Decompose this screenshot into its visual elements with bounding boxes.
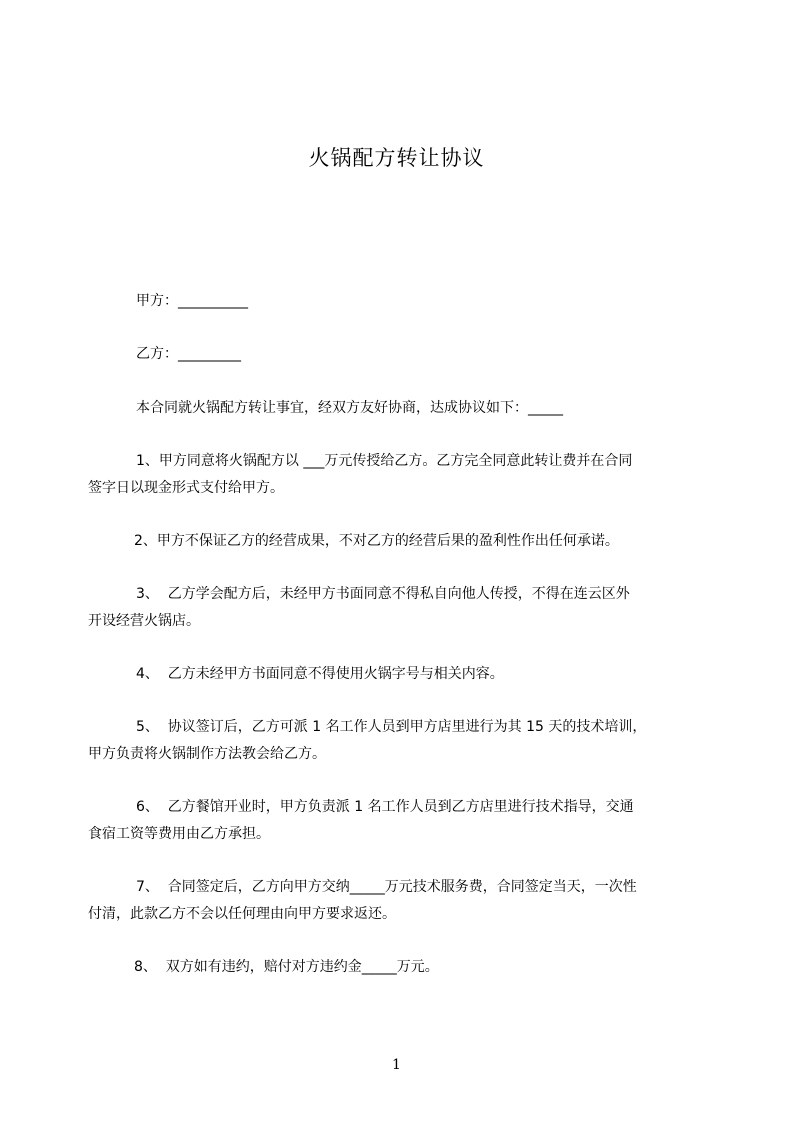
document-title: 火锅配方转让协议	[308, 146, 485, 170]
clause-6-line-2: 食宿工资等费用由乙方承担。	[88, 826, 270, 842]
clause-8-line-1: 8、 双方如有违约，赔付对方违约金_____万元。	[134, 959, 439, 975]
clause-7-line-1: 7、 合同签定后，乙方向甲方交纳_____万元技术服务费，合同签定当天，一次性	[136, 879, 637, 895]
clause-1-line-2: 签字日以现金形式支付给甲方。	[88, 480, 284, 496]
clause-6-line-1: 6、 乙方餐馆开业时，甲方负责派 1 名工作人员到乙方店里进行技术指导，交通	[136, 799, 634, 815]
party-a-line: 甲方：__________	[136, 293, 248, 309]
clause-1-line-1: 1、甲方同意将火锅配方以 ___万元传授给乙方。乙方完全同意此转让费并在合同	[136, 453, 633, 469]
clause-2-line-1: 2、甲方不保证乙方的经营成果，不对乙方的经营后果的盈利性作出任何承诺。	[134, 533, 619, 549]
page-number: 1	[392, 1057, 401, 1073]
clause-3-line-1: 3、 乙方学会配方后，未经甲方书面同意不得私自向他人传授，不得在连云区外	[136, 586, 630, 602]
clause-4-line-1: 4、 乙方未经甲方书面同意不得使用火锅字号与相关内容。	[136, 666, 504, 682]
clause-5-line-2: 甲方负责将火锅制作方法教会给乙方。	[88, 746, 326, 762]
clause-7-line-2: 付清，此款乙方不会以任何理由向甲方要求返还。	[88, 906, 396, 922]
party-b-line: 乙方：_________	[136, 346, 241, 362]
intro-line: 本合同就火锅配方转让事宜，经双方友好协商，达成协议如下：_____	[136, 400, 563, 416]
clause-3-line-2: 开设经营火锅店。	[88, 613, 200, 629]
clause-5-line-1: 5、 协议签订后，乙方可派 1 名工作人员到甲方店里进行为其 15 天的技术培训，	[136, 719, 647, 735]
